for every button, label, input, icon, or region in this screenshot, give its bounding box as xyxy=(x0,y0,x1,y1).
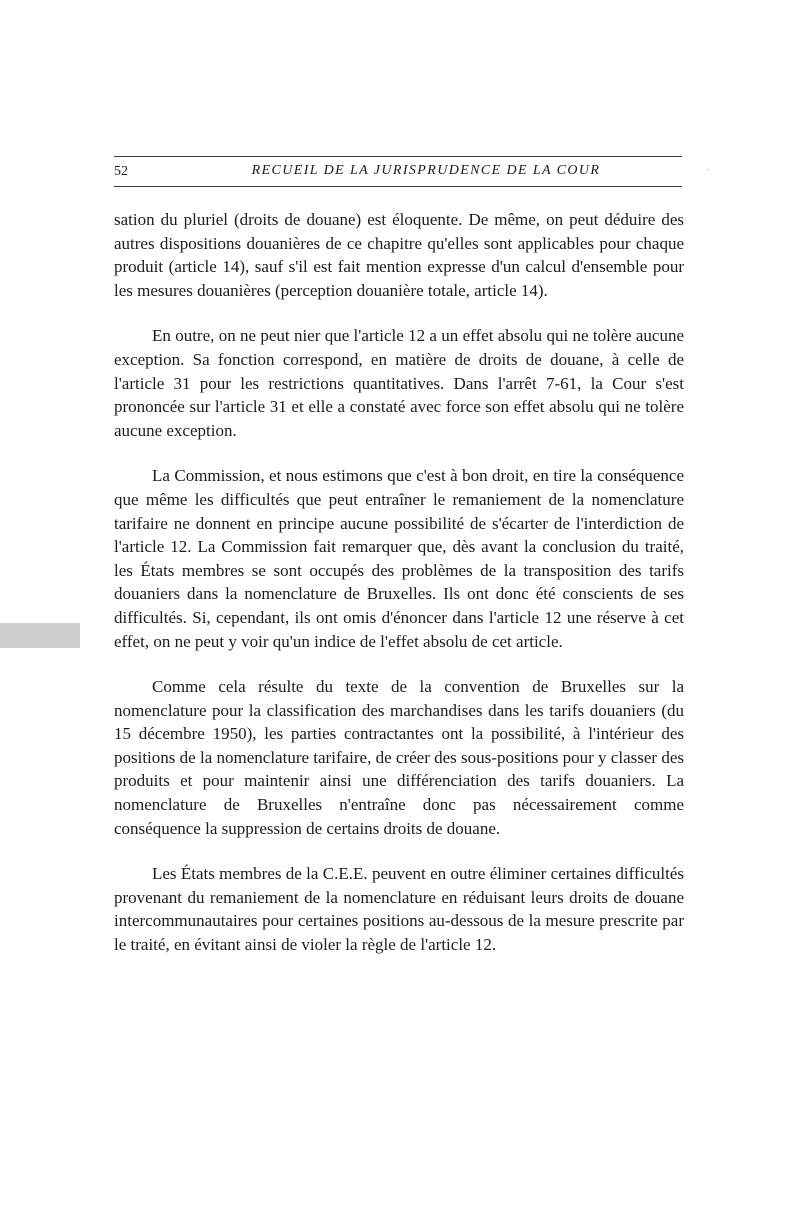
header-bottom-rule xyxy=(114,186,682,187)
running-head: RECUEIL DE LA JURISPRUDENCE DE LA COUR xyxy=(251,163,601,178)
header-top-rule xyxy=(114,156,682,157)
paragraph-5: Les États membres de la C.E.E. peuvent en outre éliminer certaines difficultés provenant du remaniement de la nomenclature en réduisant leurs droits de douane intercommunautaires pour certaines positions au-dessous de la mesure prescrite par le traité, en évitant ainsi de violer la règle de l'article 12. xyxy=(114,864,684,955)
paragraph-3: La Commission, et nous estimons que c'est à bon droit, en tire la conséquence que même les difficultés que peut entraîner le remaniement de la nomenclature tarifaire ne donnent en principe aucune possibilité de s'écarter de l'interdiction de l'article 12. La Commission fait remarquer que, dès avant la conclusion du traité, les États membres se sont occupés des problèmes de la transposition des tarifs douaniers dans la nomenclature de Bruxelles. Ils ont donc été conscients de ses difficultés. Si, cependant, ils ont omis d'énoncer dans l'article 12 une réserve à cet effet, on ne peut y voir qu'un indice de l'effet absolu de cet article. xyxy=(114,466,684,651)
margin-gray-tab xyxy=(0,623,80,648)
paragraph-4: Comme cela résulte du texte de la convention de Bruxelles sur la nomenclature pour la classification des marchandises dans les tarifs douaniers (du 15 décembre 1950), les parties contractantes ont la possibilité, à l'intérieur des positions de la nomenclature tarifaire, de créer des sous-positions pour y classer des produits et pour maintenir ainsi une différenciation des tarifs douaniers. La nomenclature de Bruxelles n'entraîne donc pas nécessairement comme conséquence la suppression de certains droits de douane. xyxy=(114,677,684,838)
scan-speck-mark: · xyxy=(706,165,710,176)
paragraph-2: En outre, on ne peut nier que l'article 12 a un effet absolu qui ne tolère aucune exception. Sa fonction correspond, en matière de droits de douane, à celle de l'article 31 pour les restrictions quantitatives. Dans l'arrêt 7-61, la Cour s'est prononcée sur l'article 31 et elle a constaté avec force son effet absolu qui ne tolère aucune exception. xyxy=(114,326,684,440)
page-number: 52 xyxy=(114,164,128,179)
body-text xyxy=(114,208,684,979)
paragraph-1: sation du pluriel (droits de douane) est éloquente. De même, on peut déduire des autres dispositions douanières de ce chapitre qu'elles sont applicables pour chaque produit (article 14), sauf s'il est fait mention expresse d'un calcul d'ensemble pour les mesures douanières (perception douanière totale, article 14). xyxy=(114,210,684,300)
